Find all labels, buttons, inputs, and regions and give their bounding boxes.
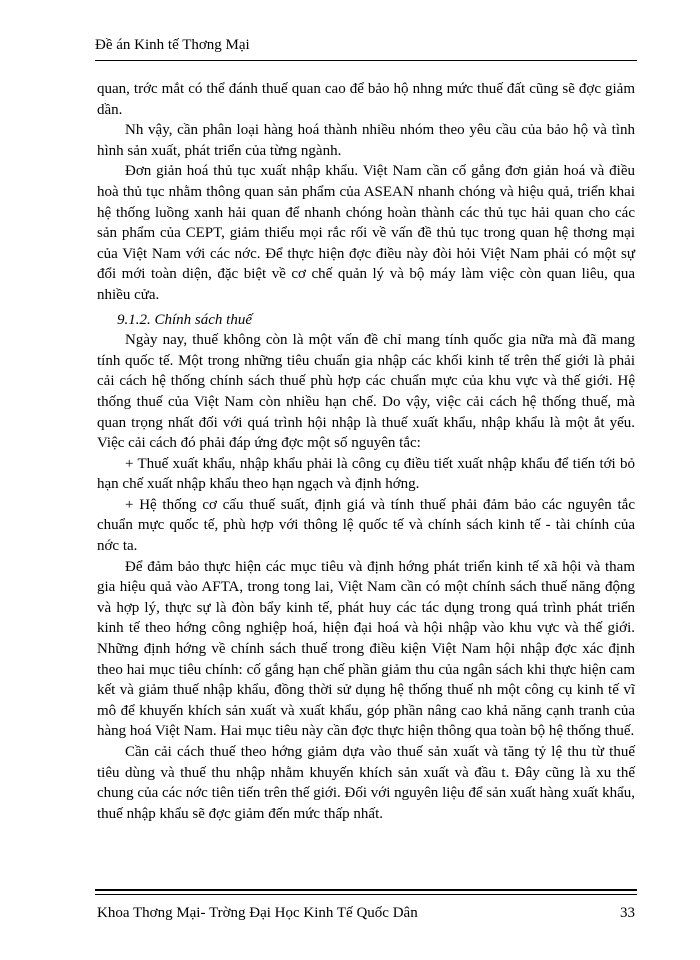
paragraph: Đơn giản hoá thủ tục xuất nhập khẩu. Việt Nam cần cố gắng đơn giản hoá và điều hoà thủ tục nhằm thông quan sản phẩm của ASEAN nhanh chóng và hiệu quả, triển khai hệ thống luồng xanh hải quan để nhanh chóng hoàn thành các thủ tục hải quan cho các sản phẩm của CEPT, giảm thiểu mọi rắc rối về vấn đề thủ tục trong quan hệ thơng mại của Việt Nam với các nớc. Để thực hiện đợc điều này đòi hỏi Việt Nam phải có một sự đổi mới toàn diện, đặc biệt về cơ chế quản lý và bộ máy làm việc còn quan liêu, qua nhiều cửa.	[97, 163, 635, 303]
footer-text: Khoa Thơng Mại- Trờng Đại Học Kinh Tế Quốc Dân	[97, 905, 418, 921]
paragraph: Ngày nay, thuế không còn là một vấn đề chỉ mang tính quốc gia nữa mà đã mang tính quốc tế. Một trong những tiêu chuẩn gia nhập các khối kinh tế trên thế giới là phải cải cách hệ thống chính sách thuế phù hợp các chuẩn mực của khu vực và thế giới. Hệ thống thuế của Việt Nam còn nhiều hạn chế. Do vậy, việc cải cách hệ thống thuế, mà quan trọng nhất đối với quá trình hội nhập là thuế xuất khẩu, nhập khẩu là một ắt yếu. Việc cải cách đó phải đáp ứng đợc một số nguyên tắc:	[97, 332, 635, 452]
running-footer	[97, 904, 635, 923]
section-heading: 9.1.2. Chính sách thuế	[117, 311, 252, 328]
page-body	[97, 79, 635, 824]
footer-rule-thick	[95, 889, 637, 891]
running-header: Đề án Kinh tế Thơng Mại	[95, 37, 250, 53]
header-rule	[95, 60, 637, 61]
paragraph: Nh vậy, cần phân loại hàng hoá thành nhiều nhóm theo yêu cầu của bảo hộ và tình hình sản xuất, phát triển của từng ngành.	[97, 122, 635, 159]
paragraph: quan, trớc mắt có thể đánh thuế quan cao để bảo hộ nhng mức thuế đất cũng sẽ đợc giảm dần.	[97, 81, 635, 118]
bullet-paragraph: + Hệ thống cơ cấu thuế suất, định giá và tính thuế phải đảm bảo các nguyên tắc chuẩn mực quốc tế, phù hợp với thông lệ quốc tế và chính sách kinh tế - tài chính của nớc ta.	[97, 496, 635, 555]
paragraph: Cần cải cách thuế theo hớng giảm dựa vào thuế sản xuất và tăng tỷ lệ thu từ thuế tiêu dùng và thuế thu nhập nhằm khuyến khích sản xuất và đầu t. Đây cũng là xu thế chung của các nớc tiên tiến trên thế giới. Đối với nguyên liệu để sản xuất hàng xuất khẩu, thuế nhập khẩu sẽ đợc giảm đến mức thấp nhất.	[97, 744, 635, 822]
page-number: 33	[620, 905, 635, 921]
bullet-paragraph: + Thuế xuất khẩu, nhập khẩu phải là công cụ điều tiết xuất nhập khẩu để tiến tới bỏ hạn chế xuất nhập khẩu theo hạn ngạch và định hớng.	[97, 455, 635, 493]
footer-rule-thin	[95, 894, 637, 895]
paragraph: Để đảm bảo thực hiện các mục tiêu và định hớng phát triển kinh tế xã hội và tham gia hiệu quả vào AFTA, trong tong lai, Việt Nam cần có một chính sách thuế năng động và hợp lý, thực sự là đòn bẩy kinh tế, phát huy các tác dụng trong quá trình phát triển kinh tế theo hớng công nghiệp hoá, hiện đại hoá và hội nhập vào khu vực và thế giới. Những định hớng về chính sách thuế trong điều kiện Việt Nam hội nhập đợc xác định theo hai mục tiêu chính: cố gắng hạn chế phần giảm thu của ngân sách khi thực hiện cam kết và giảm thuế nhập khẩu, đồng thời sử dụng hệ thống thuế nh một công cụ kinh tế vĩ mô để khuyến khích sản xuất và xuất khẩu, góp phần nâng cao khả năng cạnh tranh của hàng hoá Việt Nam. Hai mục tiêu này cần đợc thực hiện thông qua toàn bộ hệ thống thuế.	[97, 558, 635, 740]
